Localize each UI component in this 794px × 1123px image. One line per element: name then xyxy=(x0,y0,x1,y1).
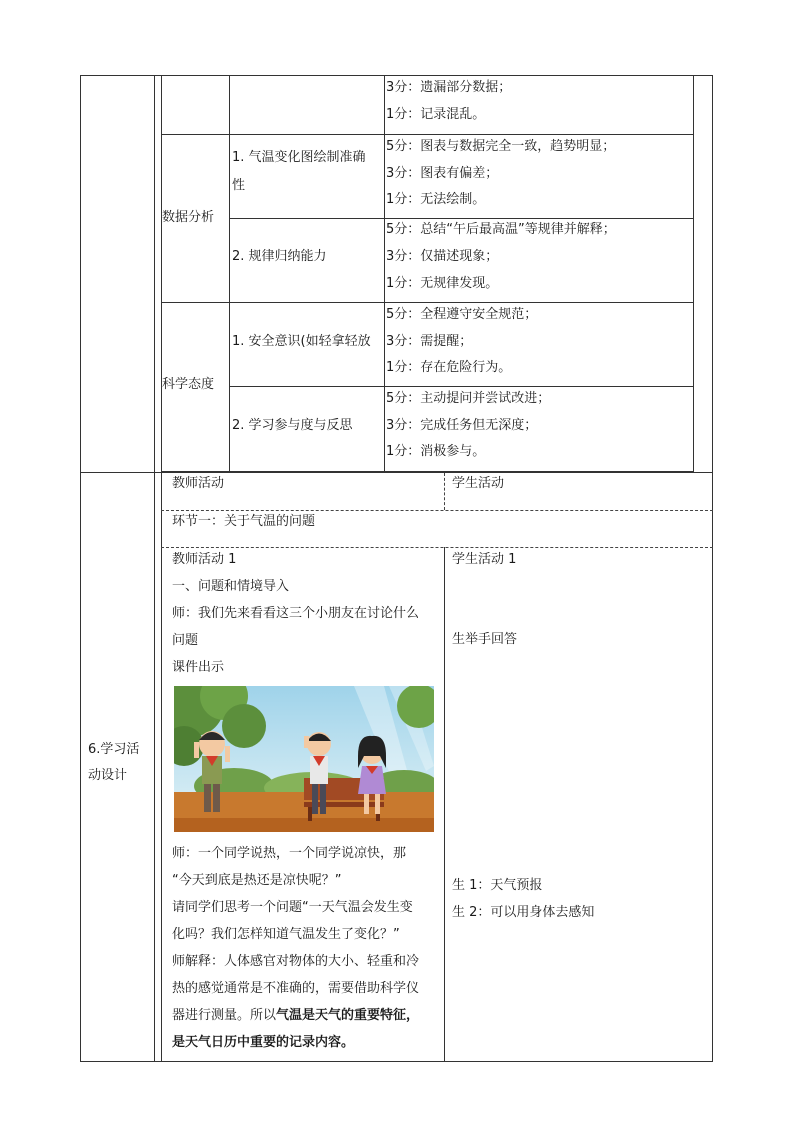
criterion-label: 2. 学习参与度与反思 xyxy=(232,418,353,433)
section-label: 动设计 xyxy=(88,768,128,783)
score-line: 3分：仅描述现象； xyxy=(386,249,499,264)
teacher-line: 师：我们先来看看这三个小朋友在讨论什么 xyxy=(172,606,420,621)
teacher-line: 师解释：人体感官对物体的大小、轻重和冷 xyxy=(172,954,420,969)
score-line: 5分：全程遵守安全规范； xyxy=(386,307,538,322)
teacher-line: 化吗？我们怎样知道气温发生了变化？” xyxy=(172,927,400,942)
criterion-label: 1. 气温变化图绘制准确 xyxy=(232,150,366,165)
category-science-attitude: 科学态度 xyxy=(162,377,215,392)
score-line: 3分：遗漏部分数据； xyxy=(386,80,512,95)
score-line: 1分：无法绘制。 xyxy=(386,192,486,207)
student-answer-hand: 生举手回答 xyxy=(452,632,518,647)
teacher-activity-title: 教师活动 1 xyxy=(172,552,237,567)
score-line: 3分：需提醒； xyxy=(386,334,473,349)
criterion-label: 2. 规律归纳能力 xyxy=(232,249,327,264)
header-teacher-activity: 教师活动 xyxy=(172,476,225,491)
header-student-activity: 学生活动 xyxy=(452,476,505,491)
score-line: 1分：无规律发现。 xyxy=(386,276,499,291)
section-label: 6.学习活 xyxy=(88,742,140,757)
teacher-line: 热的感觉通常是不准确的，需要借助科学仪 xyxy=(172,981,420,996)
teacher-line: 课件出示 xyxy=(172,660,225,675)
score-line: 1分：记录混乱。 xyxy=(386,107,486,122)
teacher-line: 一、问题和情境导入 xyxy=(172,579,290,594)
emphasis-text: 是天气日历中重要的记录内容。 xyxy=(172,1035,355,1050)
student-answer: 生 2：可以用身体去感知 xyxy=(452,905,595,920)
category-data-analysis: 数据分析 xyxy=(162,210,215,225)
teacher-line: 问题 xyxy=(172,633,199,648)
score-line: 5分：主动提问并尝试改进； xyxy=(386,391,551,406)
outer-bottom-border xyxy=(80,1061,713,1062)
score-line: 5分：图表与数据完全一致，趋势明显； xyxy=(386,139,616,154)
teacher-line: “今天到底是热还是凉快呢？” xyxy=(172,873,342,888)
emphasis-line xyxy=(172,1033,354,1053)
score-line: 5分：总结“午后最高温”等规律并解释； xyxy=(386,222,616,237)
score-line: 3分：完成任务但无深度； xyxy=(386,418,538,433)
student-activity-title: 学生活动 1 xyxy=(452,552,517,567)
stage-title: 环节一：关于气温的问题 xyxy=(172,514,316,529)
student-answer: 生 1：天气预报 xyxy=(452,878,543,893)
courseware-illustration xyxy=(174,686,434,832)
score-line: 3分：图表有偏差； xyxy=(386,166,499,181)
outer-left-border xyxy=(80,75,81,1062)
criterion-label: 1. 安全意识(如轻拿轻放 xyxy=(232,334,371,349)
outer-top-border xyxy=(80,75,713,76)
section-divider xyxy=(80,472,713,473)
outer-right-border xyxy=(712,75,713,1062)
criterion-label: 性 xyxy=(232,178,246,193)
teacher-line-text: 器进行测量。所以 xyxy=(172,1008,277,1023)
score-line: 1分：消极参与。 xyxy=(386,444,486,459)
teacher-line: 请同学们思考一个问题“一天气温会发生变 xyxy=(172,900,413,915)
score-line: 1分：存在危险行为。 xyxy=(386,360,512,375)
teacher-line: 师：一个同学说热，一个同学说凉快，那 xyxy=(172,846,407,861)
emphasis-text: 气温是天气的重要特征， xyxy=(276,1008,420,1023)
label-column-divider xyxy=(154,75,155,1062)
teacher-line-with-emphasis xyxy=(172,1006,419,1026)
